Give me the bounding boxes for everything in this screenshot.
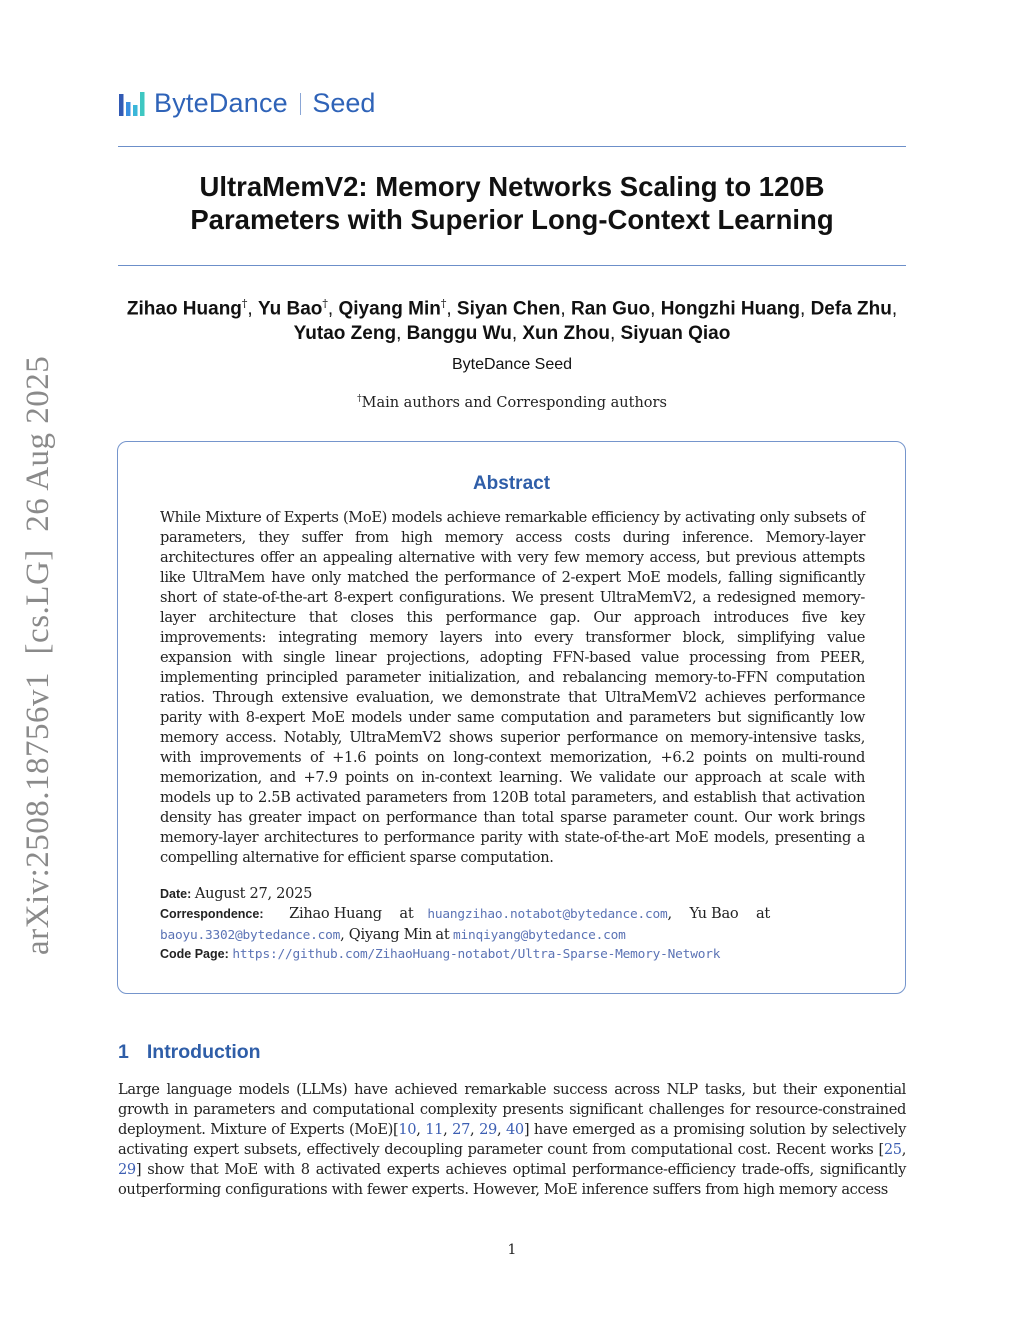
title-rule	[118, 265, 906, 266]
author-separator: ,	[247, 298, 258, 320]
correspondent-email-link[interactable]: minqiyang@bytedance.com	[453, 928, 626, 943]
at-word: at	[435, 926, 450, 943]
author-dagger-mark: †	[322, 297, 328, 310]
author-name: Yu Bao	[257, 298, 323, 320]
citation-link[interactable]: 27	[452, 1121, 471, 1138]
author-name: Yutao Zeng	[293, 323, 397, 345]
intro-text-part: ] show that MoE with 8 activated experts achieves optimal performance-efficiency trade-offs, significantly outperforming configurations with fewer experts. However, MoE inference suffers from high memory access	[118, 1161, 906, 1198]
author-name: Siyuan Qiao	[620, 323, 731, 345]
title-line-2: Parameters with Superior Long-Context Learning	[190, 204, 834, 235]
at-word: at	[399, 905, 414, 922]
author-note	[118, 394, 906, 411]
date-value: August 27, 2025	[194, 885, 313, 902]
brand-name: ByteDance	[154, 88, 288, 118]
author-separator: ,	[560, 298, 571, 320]
author-separator: ,	[327, 298, 339, 320]
author-separator: ,	[396, 323, 407, 345]
author-dagger-mark: †	[440, 297, 447, 310]
author-dagger-mark: †	[241, 297, 248, 310]
correspondence-label: Correspondence:	[160, 907, 264, 921]
affiliation: ByteDance Seed	[451, 356, 573, 373]
citation-group: 10, 11, 27, 29, 40	[398, 1121, 524, 1138]
author-note-text: Main authors and Corresponding authors	[361, 394, 667, 411]
section-title: Introduction	[146, 1041, 261, 1063]
citation-link[interactable]: 29	[118, 1161, 136, 1178]
correspondence-line: Correspondence: Zihao Huang at huangzihao.notabot@bytedance.com, Yu Bao at baoyu.3302@bytedance.com, Qiyang Min at minqiyang@bytedance.com	[160, 905, 770, 943]
date-label: Date:	[160, 887, 192, 901]
header-rule	[118, 146, 906, 147]
author-name: Defa Zhu	[810, 298, 892, 320]
intro-text-part: ] have emerged as a promising solution by selectively activating expert subsets, effectively decoupling parameter count from computational cost. Recent works [	[118, 1121, 907, 1158]
citation-link[interactable]: 29	[479, 1121, 497, 1138]
abstract-body: While Mixture of Experts (MoE) models achieve remarkable efficiency by activating only subsets of parameters, they suffer from high memory access costs during inference. Memory-layer architectures offer an appealing alternative with very few memory access, but previous attempts like UltraMem have only matched the performance of 2-expert MoE models, falling significantly short of state-of-the-art 8-expert configurations. We present UltraMemV2, a redesigned memory-layer architecture that closes this performance gap. Our approach introduces five key improvements: integrating memory layers into every transformer block, simplifying value expansion with single linear projections, adopting FFN-based value processing from PEER, implementing principled parameter initialization, and rebalancing memory-to-FFN computation ratios. Through extensive evaluation, we demonstrate that UltraMemV2 achieves performance parity with 8-expert MoE models under same computation and parameters but significantly low memory access. Notably, UltraMemV2 shows superior performance on memory-intensive tasks, with improvements of +1.6 points on long-context memorization, +6.2 points on multi-round memorization, and +7.9 points on in-context learning. We validate our approach at scale with models up to 2.5B activated parameters from 120B total parameters, and establish that activation density has greater impact on performance than total sparse parameter count. Our work brings memory-layer architectures to performance parity with state-of-the-art MoE models, presenting a compelling alternative for efficient sparse computation.	[160, 509, 865, 866]
author-list	[114, 291, 910, 346]
code-page-label: Code Page:	[160, 947, 229, 961]
bytedance-bars-logo-icon	[118, 91, 148, 117]
abstract-box	[117, 441, 906, 994]
arxiv-sidebar-stamp	[20, 356, 57, 955]
correspondent-name: Yu Bao	[689, 905, 739, 922]
section-number: 1	[118, 1041, 129, 1063]
at-word: at	[756, 905, 770, 922]
author-name: Qiyang Min	[338, 298, 441, 320]
dagger-mark: †	[357, 394, 362, 404]
author-name: Banggu Wu	[406, 323, 512, 345]
title-line-1: UltraMemV2: Memory Networks Scaling to 120B	[199, 171, 825, 202]
correspondent-email-link[interactable]: baoyu.3302@bytedance.com	[160, 928, 341, 943]
code-page-link[interactable]: https://github.com/ZihaoHuang-notabot/Ultra-Sparse-Memory-Network	[232, 947, 721, 962]
author-separator: ,	[650, 298, 661, 320]
sub-brand-name: Seed	[312, 88, 376, 118]
correspondent-name: Qiyang Min	[348, 926, 432, 943]
author-separator: ,	[511, 323, 523, 345]
author-name: Xun Zhou	[522, 323, 610, 345]
correspondent-name: Zihao Huang	[289, 905, 382, 922]
citation-link[interactable]: 40	[505, 1121, 524, 1138]
arxiv-date: 26 Aug 2025	[20, 355, 56, 532]
arxiv-category: [cs.LG]	[20, 549, 56, 655]
author-separator: ,	[609, 323, 621, 345]
author-separator: ,	[446, 298, 457, 320]
author-separator: ,	[891, 298, 898, 320]
introduction-paragraph	[118, 1080, 906, 1200]
author-name: Siyan Chen	[456, 298, 561, 320]
citation-link[interactable]: 10	[398, 1121, 417, 1138]
author-separator: ,	[800, 298, 811, 320]
abstract-heading: Abstract	[472, 473, 551, 494]
paper-title	[118, 170, 906, 236]
section-heading-introduction	[118, 1041, 261, 1064]
header-logo	[118, 88, 375, 119]
page-number: 1	[507, 1242, 517, 1258]
date-line	[160, 884, 865, 904]
logo-separator	[300, 93, 302, 115]
author-name: Zihao Huang	[126, 298, 242, 320]
citation-link[interactable]: 25	[883, 1141, 902, 1158]
citation-link[interactable]: 11	[425, 1121, 444, 1138]
intro-text-part: Large language models (LLMs) have achieved remarkable success across NLP tasks, but their exponential growth in parameters and computational complexity presents significant challenges for resource-constrained deployment. Mixture of Experts (MoE)[	[118, 1081, 906, 1138]
code-page-line	[160, 944, 865, 965]
author-name: Hongzhi Huang	[660, 298, 801, 320]
correspondent-email-link[interactable]: huangzihao.notabot@bytedance.com	[427, 907, 668, 922]
citation-group: 25, 29	[118, 1141, 906, 1178]
arxiv-id: arXiv:2508.18756v1	[20, 671, 56, 955]
author-name: Ran Guo	[570, 298, 651, 320]
